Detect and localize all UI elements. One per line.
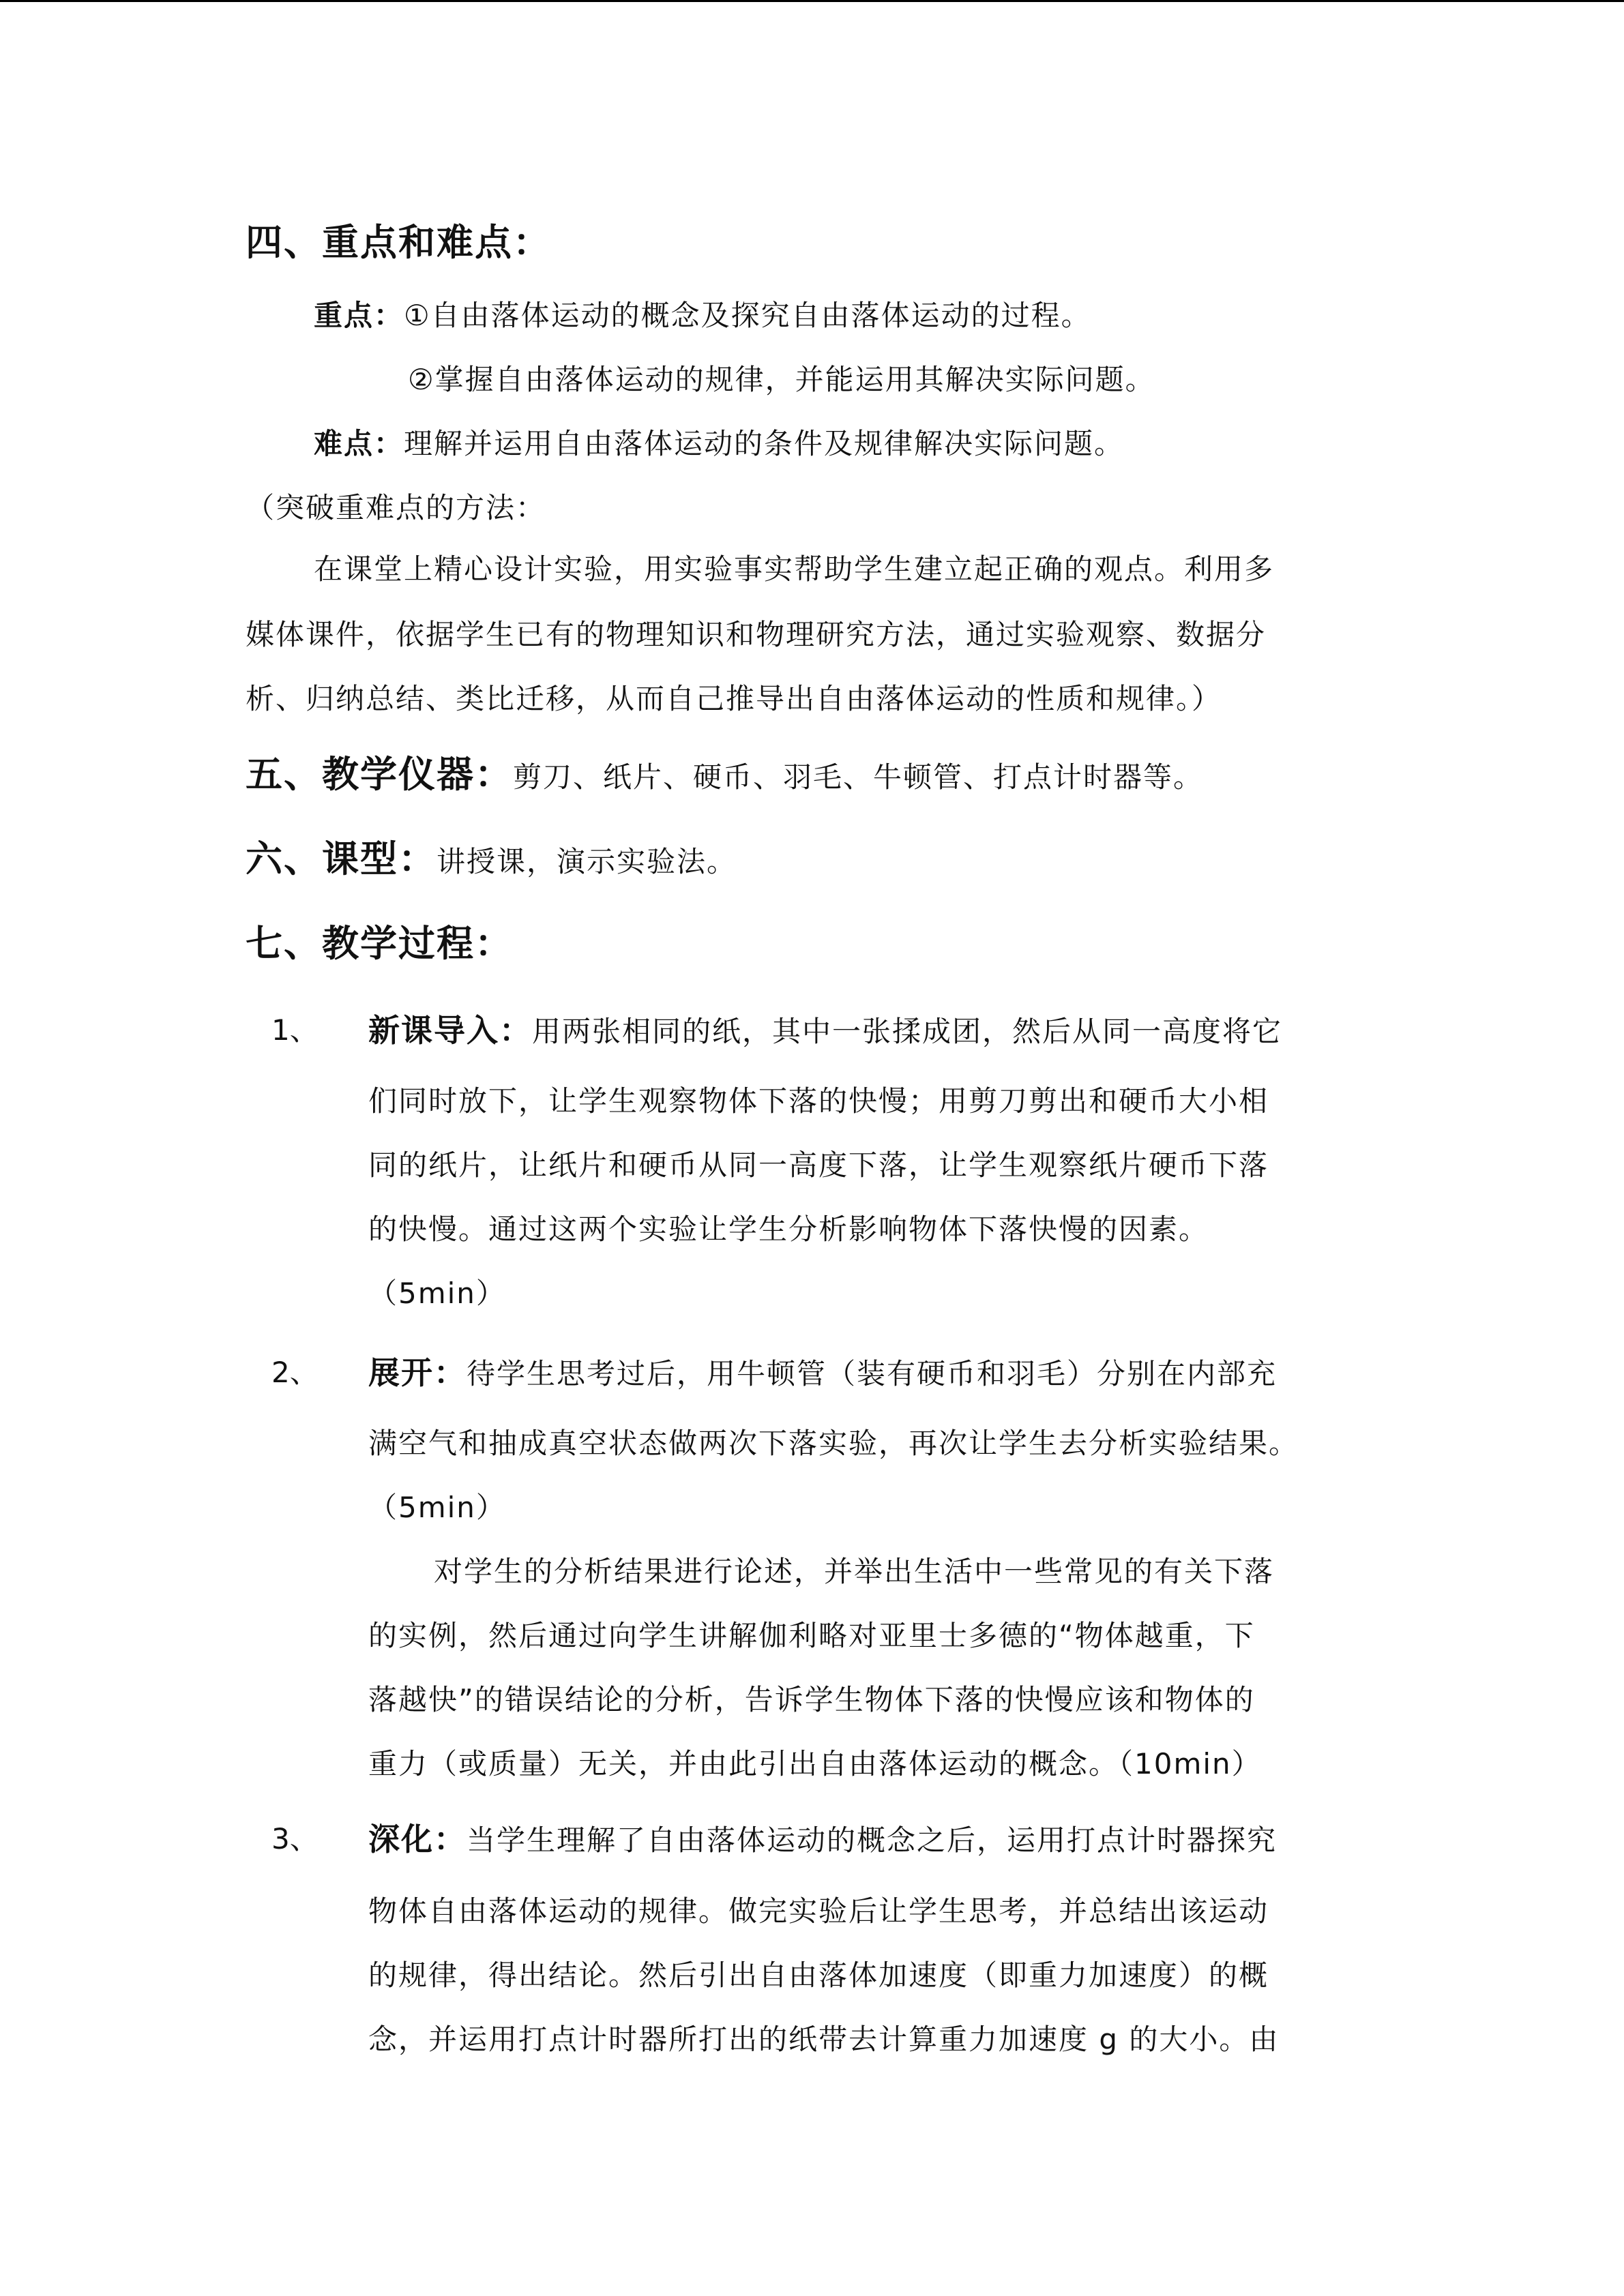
step-2-first-text: 待学生思考过后，用牛顿管（装有硬币和羽毛）分别在内部充 xyxy=(467,1357,1278,1390)
step-2-line-4: 的实例，然后通过向学生讲解伽利略对亚里士多德的“物体越重，下 xyxy=(368,1619,1255,1652)
section-6-heading xyxy=(246,835,737,886)
step-3-line-1: 物体自由落体运动的规律。做完实验后让学生思考，并总结出该运动 xyxy=(368,1894,1269,1928)
step-1-line-1: 们同时放下，让学生观察物体下落的快慢；用剪刀剪出和硬币大小相 xyxy=(368,1084,1269,1118)
method-line-3: 析、归纳总结、类比迁移，从而自己推导出自由落体运动的性质和规律。） xyxy=(246,682,1222,715)
key-point-label: 重点： xyxy=(314,299,404,332)
section-7-heading xyxy=(246,920,513,968)
step-3-number: 3、 xyxy=(271,1822,319,1855)
method-line-2: 媒体课件，依据学生已有的物理知识和物理研究方法，通过实验观察、数据分 xyxy=(246,618,1267,651)
difficulty-line xyxy=(314,423,1124,464)
step-2-line-1: 满空气和抽成真空状态做两次下落实验，再次让学生去分析实验结果。 xyxy=(368,1427,1299,1460)
step-2-line-3: 对学生的分析结果进行论述，并举出生活中一些常见的有关下落 xyxy=(434,1555,1275,1588)
section-4-title: 四、重点和难点： xyxy=(246,221,551,264)
step-2-number: 2、 xyxy=(271,1356,319,1389)
difficulty-text: 理解并运用自由落体运动的条件及规律解决实际问题。 xyxy=(404,427,1125,460)
step-1-first-text: 用两张相同的纸，其中一张揉成团，然后从同一高度将它 xyxy=(532,1015,1283,1048)
section-7-title: 七、教学过程： xyxy=(246,922,513,965)
method-heading: （突破重难点的方法： xyxy=(246,491,546,524)
step-1-first-line xyxy=(368,1010,1282,1052)
step-1-label: 新课导入： xyxy=(368,1012,532,1049)
key-point-line-2 xyxy=(408,359,1155,400)
step-2-first-line xyxy=(368,1352,1277,1395)
step-3-first-line xyxy=(368,1819,1277,1861)
step-1-number: 1、 xyxy=(271,1013,319,1047)
step-3-line-3: 念，并运用打点计时器所打出的纸带去计算重力加速度 g 的大小。由 xyxy=(368,2023,1280,2056)
step-1-line-3: 的快慢。通过这两个实验让学生分析影响物体下落快慢的因素。 xyxy=(368,1212,1209,1246)
step-2-label: 展开： xyxy=(368,1354,467,1391)
section-6-text: 讲授课，演示实验法。 xyxy=(437,845,737,878)
section-5-heading xyxy=(246,751,1203,801)
step-1-line-2: 同的纸片，让纸片和硬币从同一高度下落，让学生观察纸片硬币下落 xyxy=(368,1148,1269,1182)
step-2-line-5: 落越快”的错误结论的分析，告诉学生物体下落的快慢应该和物体的 xyxy=(368,1683,1255,1716)
key-point-2: ②掌握自由落体运动的规律，并能运用其解决实际问题。 xyxy=(408,363,1155,396)
step-3-line-2: 的规律，得出结论。然后引出自由落体加速度（即重力加速度）的概 xyxy=(368,1958,1269,1992)
step-3-label: 深化： xyxy=(368,1821,467,1858)
method-line-1: 在课堂上精心设计实验，用实验事实帮助学生建立起正确的观点。利用多 xyxy=(314,552,1275,586)
difficulty-label: 难点： xyxy=(314,427,404,460)
section-5-title: 五、教学仪器： xyxy=(246,753,513,796)
key-point-1: ①自由落体运动的概念及探究自由落体运动的过程。 xyxy=(404,299,1091,332)
step-3-first-text: 当学生理解了自由落体运动的概念之后，运用打点计时器探究 xyxy=(467,1823,1278,1857)
section-5-text: 剪刀、纸片、硬币、羽毛、牛顿管、打点计时器等。 xyxy=(513,760,1204,794)
step-2-line-6: 重力（或质量）无关，并由此引出自由落体运动的概念。（10min） xyxy=(368,1747,1262,1780)
section-4-heading xyxy=(246,219,551,267)
key-point-line-1 xyxy=(314,295,1091,336)
section-6-title: 六、课型： xyxy=(246,837,437,880)
step-2-line-2: （5min） xyxy=(368,1491,506,1524)
step-1-line-4: （5min） xyxy=(368,1277,506,1310)
